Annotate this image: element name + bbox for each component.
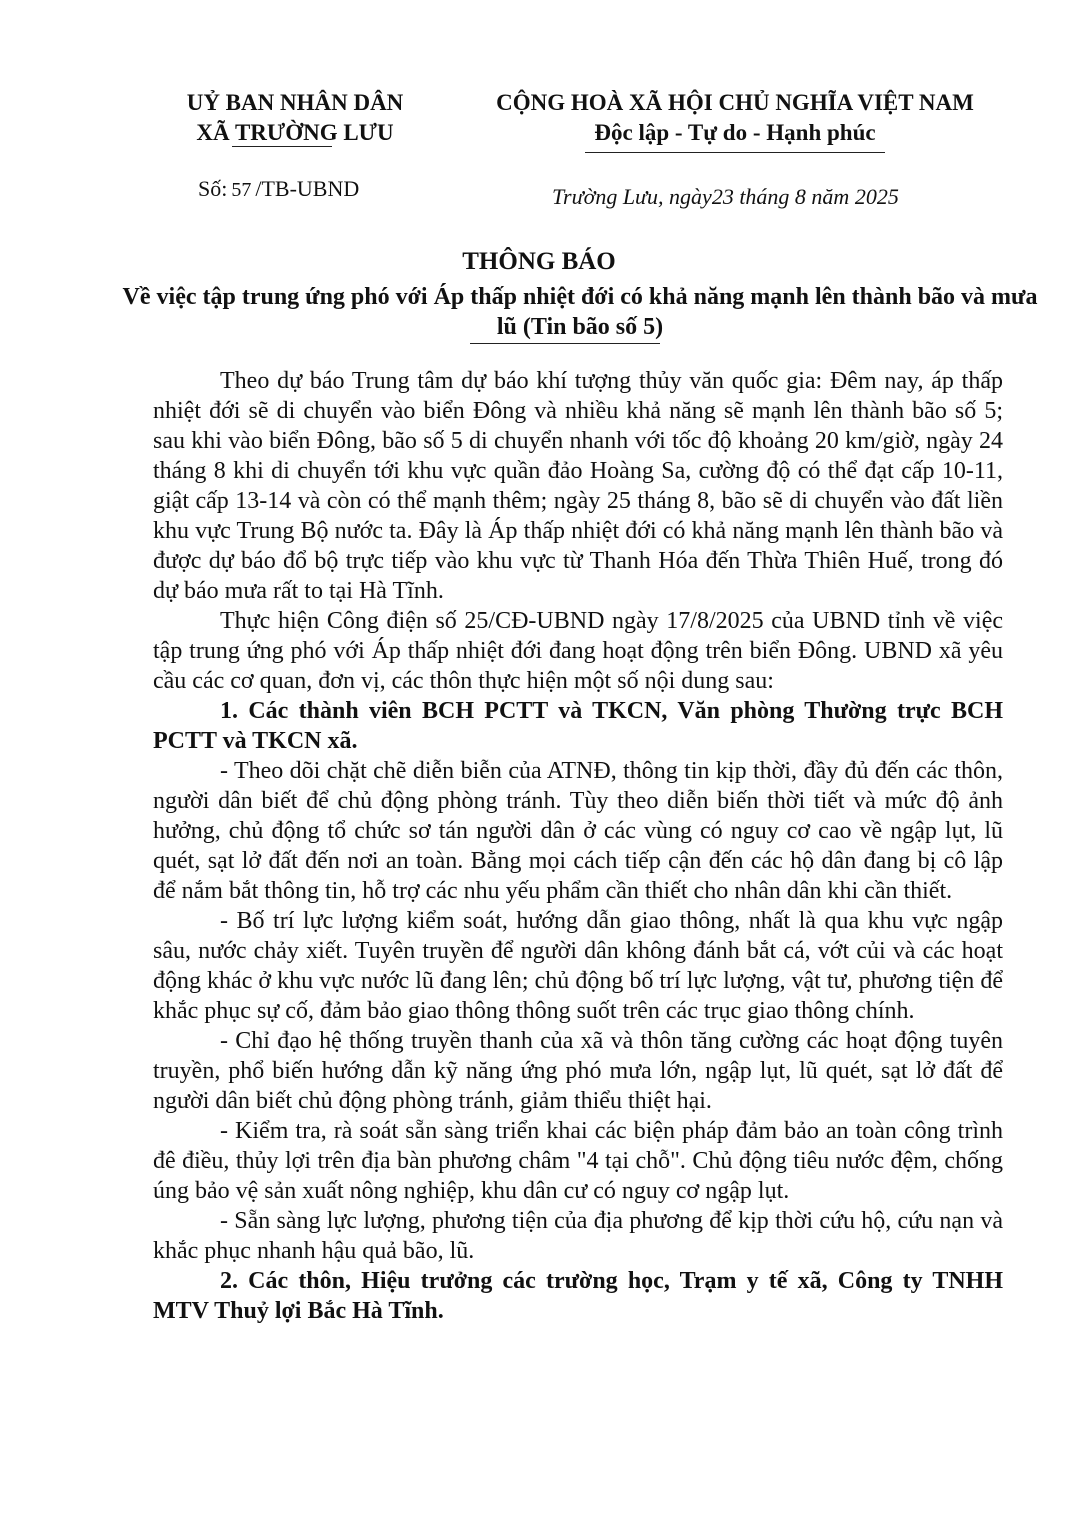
list-item: - Kiểm tra, rà soát sẵn sàng triển khai các biện pháp đảm bảo an toàn công trình đê điều, thủy lợi trên địa bàn phương châm "4 tại chỗ". Chủ động tiêu nước đệm, chống úng bảo vệ sản xuất nông nghiệp, khu dân cư có nguy cơ ngập lụt.: [153, 1118, 1003, 1204]
document-subtitle: Về việc tập trung ứng phó với Áp thấp nhiệt đới có khả năng mạnh lên thành bão và mưa lũ (Tin bão số 5): [122, 284, 1038, 340]
doc-number-prefix: Số:: [198, 176, 228, 201]
national-heading: [470, 88, 1000, 148]
authority-line-1: UỶ BAN NHÂN DÂN: [186, 90, 404, 115]
paragraph-directive: Thực hiện Công điện số 25/CĐ-UBND ngày 17/8/2025 của UBND tỉnh về việc tập trung ứng phó với Áp thấp nhiệt đới đang hoạt động trên biển Đông. UBND xã yêu cầu các cơ quan, đơn vị, các thôn thực hiện một số nội dung sau:: [153, 608, 1003, 694]
document-title: THÔNG BÁO: [462, 248, 616, 275]
list-item: - Theo dõi chặt chẽ diễn biễn của ATNĐ, thông tin kịp thời, đầy đủ đến các thôn, người dân biết để chủ động phòng tránh. Tùy theo diễn biến thời tiết và mức độ ảnh hưởng, chủ động tổ chức sơ tán người dân ở các vùng có nguy cơ cao về ngập lụt, lũ quét, sạt lở đất đến nơi an toàn. Bằng mọi cách tiếp cận đến các hộ dân đang bị cô lập để nắm bắt thông tin, hỗ trợ các nhu yếu phẩm cần thiết cho nhân dân khi cần thiết.: [153, 758, 1003, 904]
doc-number-suffix: /TB-UBND: [255, 176, 360, 201]
section-heading-1: 1. Các thành viên BCH PCTT và TKCN, Văn phòng Thường trực BCH PCTT và TKCN xã.: [153, 698, 1003, 754]
authority-line-2: XÃ TRƯỜNG LƯU: [196, 120, 394, 145]
authority-underline: [232, 146, 332, 147]
document-number: [198, 176, 359, 202]
section-heading-2: 2. Các thôn, Hiệu trưởng các trường học, Trạm y tế xã, Công ty TNHH MTV Thuỷ lợi Bắc Hà Tĩnh.: [153, 1268, 1003, 1324]
list-item: - Chỉ đạo hệ thống truyền thanh của xã và thôn tăng cường các hoạt động tuyên truyền, phổ biến hướng dẫn kỹ năng ứng phó mưa lớn, ngập lụt, lũ quét, sạt lở đất để người dân biết chủ động phòng tránh, giảm thiểu thiệt hại.: [153, 1028, 1003, 1114]
list-item: - Bố trí lực lượng kiểm soát, hướng dẫn giao thông, nhất là qua khu vực ngập sâu, nước chảy xiết. Tuyên truyền để người dân không đánh bắt cá, vớt củi và các hoạt động khác ở khu vực nước lũ đang lên; chủ động bố trí lực lượng, vật tư, phương tiện để khắc phục sự cố, đảm bảo giao thông thông suốt trên các trục giao thông chính.: [153, 908, 1003, 1024]
document-body: [153, 366, 1003, 1326]
place-and-date: Trường Lưu, ngày23 tháng 8 năm 2025: [552, 184, 899, 209]
doc-number-value: 57: [231, 179, 252, 201]
nation-name: CỘNG HOÀ XÃ HỘI CHỦ NGHĨA VIỆT NAM: [496, 90, 974, 115]
paragraph-forecast: Theo dự báo Trung tâm dự báo khí tượng thủy văn quốc gia: Đêm nay, áp thấp nhiệt đới sẽ di chuyển vào biển Đông và nhiều khả năng sẽ mạnh lên thành bão số 5; sau khi vào biển Đông, bão số 5 di chuyển nhanh với tốc độ khoảng 20 km/giờ, ngày 24 tháng 8 khi di chuyển tới khu vực quần đảo Hoàng Sa, cường độ có thể đạt cấp 10-11, giật cấp 13-14 và còn có thể mạnh thêm; ngày 25 tháng 8, bão sẽ di chuyển vào đất liền khu vực Trung Bộ nước ta. Đây là Áp thấp nhiệt đới có khả năng mạnh lên thành bão và được dự báo đổ bộ trực tiếp vào khu vực từ Thanh Hóa đến Thừa Thiên Huế, trong đó dự báo mưa rất to tại Hà Tĩnh.: [153, 368, 1003, 604]
national-motto: Độc lập - Tự do - Hạnh phúc: [594, 120, 876, 145]
issuing-authority: [150, 88, 440, 148]
motto-underline: [585, 152, 885, 153]
subtitle-underline: [470, 343, 660, 344]
list-item: - Sẵn sàng lực lượng, phương tiện của địa phương để kịp thời cứu hộ, cứu nạn và khắc phục nhanh hậu quả bão, lũ.: [153, 1208, 1003, 1264]
